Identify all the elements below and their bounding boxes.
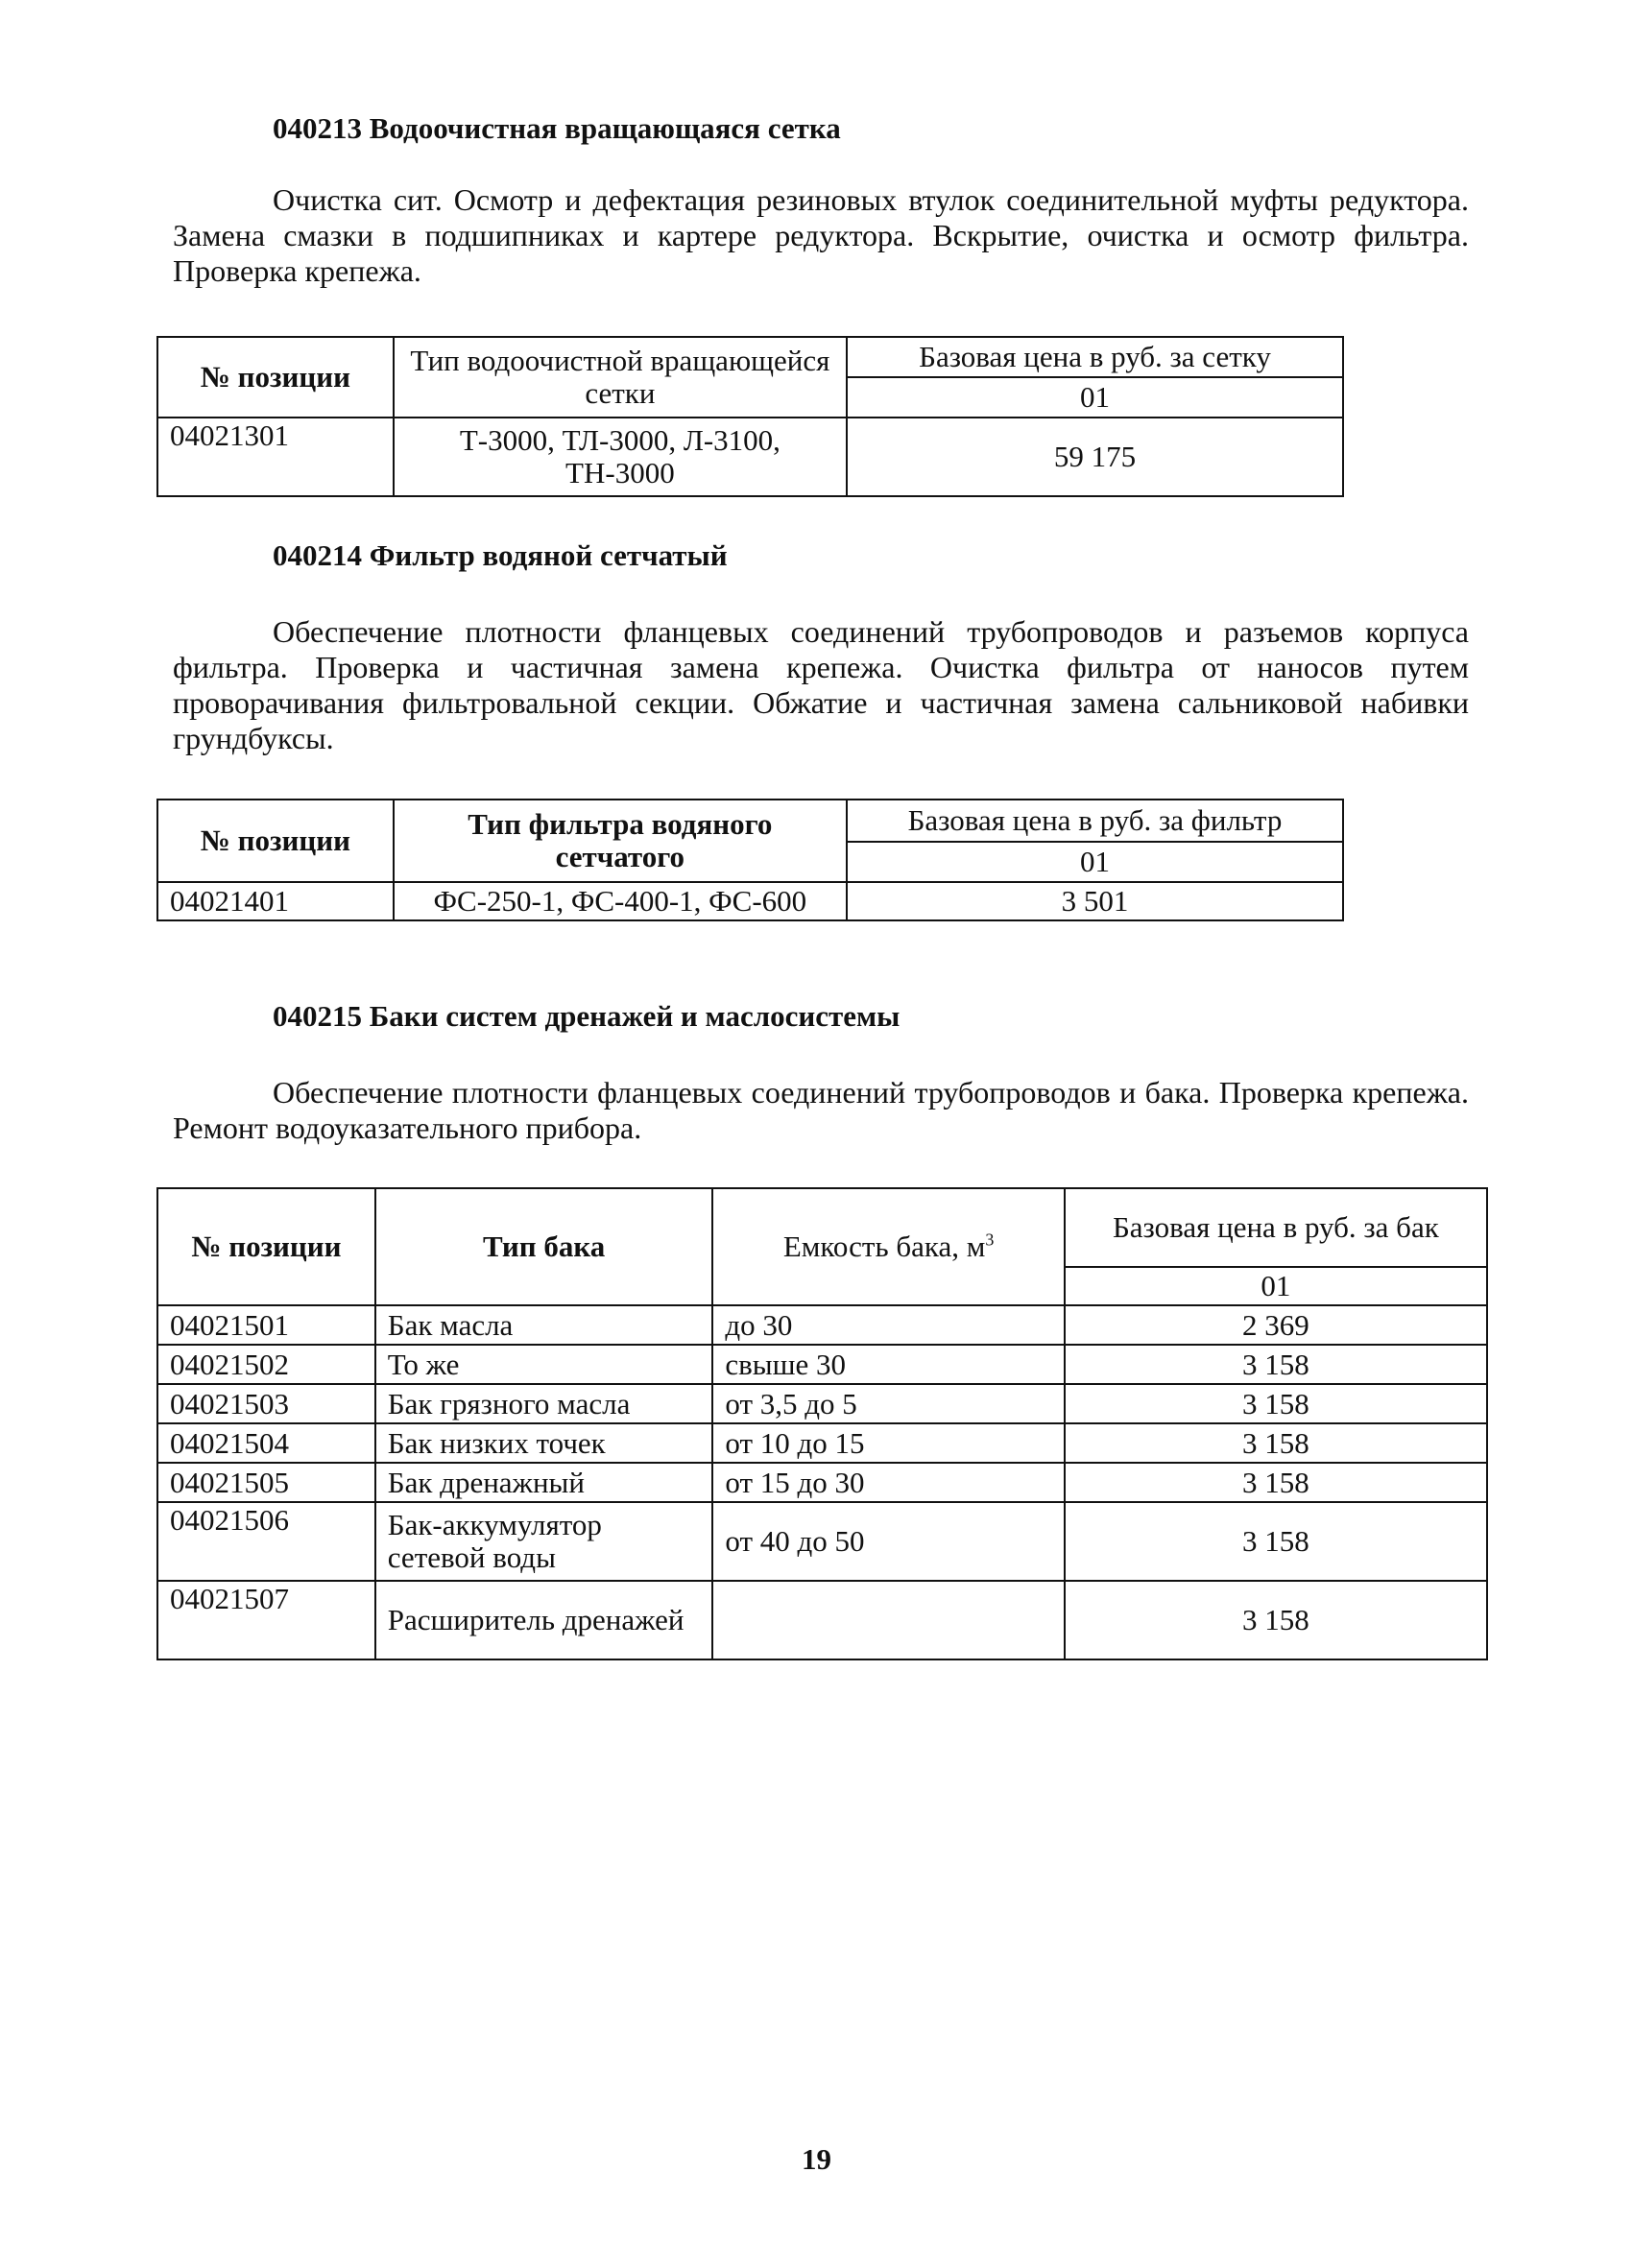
table-row (157, 418, 1343, 496)
column-header-type: Тип водоочистной вращающейся сетки (394, 337, 847, 418)
price-cell: 3 158 (1065, 1384, 1487, 1423)
price-table (156, 799, 1344, 921)
position-cell: 04021502 (157, 1345, 375, 1384)
table-row (157, 1581, 1487, 1659)
position-cell: 04021504 (157, 1423, 375, 1463)
price-cell: 3 501 (847, 882, 1343, 920)
type-cell: Бак грязного масла (375, 1384, 713, 1423)
table-row (157, 1305, 1487, 1345)
section-description: Обеспечение плотности фланцевых соединений трубопроводов и разъемов корпуса фильтра. Проверка и частичная замена крепежа. Очистка фильтра от наносов путем проворачивания фильтровальной секции. Обжатие и частичная замена сальниковой набивки грундбуксы. (173, 614, 1469, 755)
section-description: Обеспечение плотности фланцевых соединений трубопроводов и бака. Проверка крепежа. Ремонт водоуказательного прибора. (173, 1075, 1469, 1145)
column-header-position: № позиции (157, 337, 394, 418)
position-cell: 04021505 (157, 1463, 375, 1502)
type-cell: Бак низких точек (375, 1423, 713, 1463)
table-row (157, 882, 1343, 920)
column-subheader-code: 01 (847, 377, 1343, 418)
type-cell: Расширитель дренажей (375, 1581, 713, 1659)
type-cell: То же (375, 1345, 713, 1384)
position-cell: 04021506 (157, 1502, 375, 1581)
position-cell: 04021503 (157, 1384, 375, 1423)
column-subheader-code: 01 (1065, 1267, 1487, 1305)
table-row (157, 1502, 1487, 1581)
page-number: 19 (802, 2142, 831, 2176)
price-table (156, 1187, 1488, 1660)
price-cell: 3 158 (1065, 1423, 1487, 1463)
column-header-type: Тип фильтра водяного сетчатого (394, 800, 847, 882)
column-header-capacity: Емкость бака, $м^3$ (712, 1188, 1064, 1305)
position-cell: 04021507 (157, 1581, 375, 1659)
table-row (157, 1463, 1487, 1502)
section-description: Очистка сит. Осмотр и дефектация резиновых втулок соединительной муфты редуктора. Замена смазки в подшипниках и картере редуктора. Вскрытие, очистка и осмотр фильтра. Проверка крепежа. (173, 182, 1469, 288)
price-cell: 3 158 (1065, 1463, 1487, 1502)
price-table (156, 336, 1344, 497)
section-heading: 040213 Водоочистная вращающаяся сетка (273, 111, 841, 145)
price-cell: 3 158 (1065, 1581, 1487, 1659)
type-cell: Т-3000, ТЛ-3000, Л-3100, ТН-3000 (394, 418, 847, 496)
column-header-position: № позиции (157, 800, 394, 882)
capacity-cell: от 3,5 до 5 (712, 1384, 1064, 1423)
column-header-type: Тип бака (375, 1188, 713, 1305)
table-row (157, 1423, 1487, 1463)
capacity-cell: до 30 (712, 1305, 1064, 1345)
position-cell: 04021501 (157, 1305, 375, 1345)
column-header-price: Базовая цена в руб. за бак (1065, 1188, 1487, 1267)
column-header-price: Базовая цена в руб. за фильтр (847, 800, 1343, 842)
table-row (157, 1384, 1487, 1423)
column-subheader-code: 01 (847, 842, 1343, 882)
position-cell: 04021301 (157, 418, 394, 496)
type-cell: Бак-аккумулятор сетевой воды (375, 1502, 713, 1581)
capacity-cell: от 15 до 30 (712, 1463, 1064, 1502)
table-row (157, 1345, 1487, 1384)
price-cell: 3 158 (1065, 1502, 1487, 1581)
price-cell: 3 158 (1065, 1345, 1487, 1384)
section-heading: 040214 Фильтр водяной сетчатый (273, 538, 728, 572)
price-cell: 2 369 (1065, 1305, 1487, 1345)
capacity-cell: от 40 до 50 (712, 1502, 1064, 1581)
column-header-position: № позиции (157, 1188, 375, 1305)
price-cell: 59 175 (847, 418, 1343, 496)
type-cell: Бак дренажный (375, 1463, 713, 1502)
column-header-price: Базовая цена в руб. за сетку (847, 337, 1343, 377)
capacity-cell: свыше 30 (712, 1345, 1064, 1384)
section-heading: 040215 Баки систем дренажей и маслосистемы (273, 999, 901, 1033)
capacity-cell (712, 1581, 1064, 1659)
position-cell: 04021401 (157, 882, 394, 920)
type-cell: ФС-250-1, ФС-400-1, ФС-600 (394, 882, 847, 920)
type-cell: Бак масла (375, 1305, 713, 1345)
capacity-cell: от 10 до 15 (712, 1423, 1064, 1463)
